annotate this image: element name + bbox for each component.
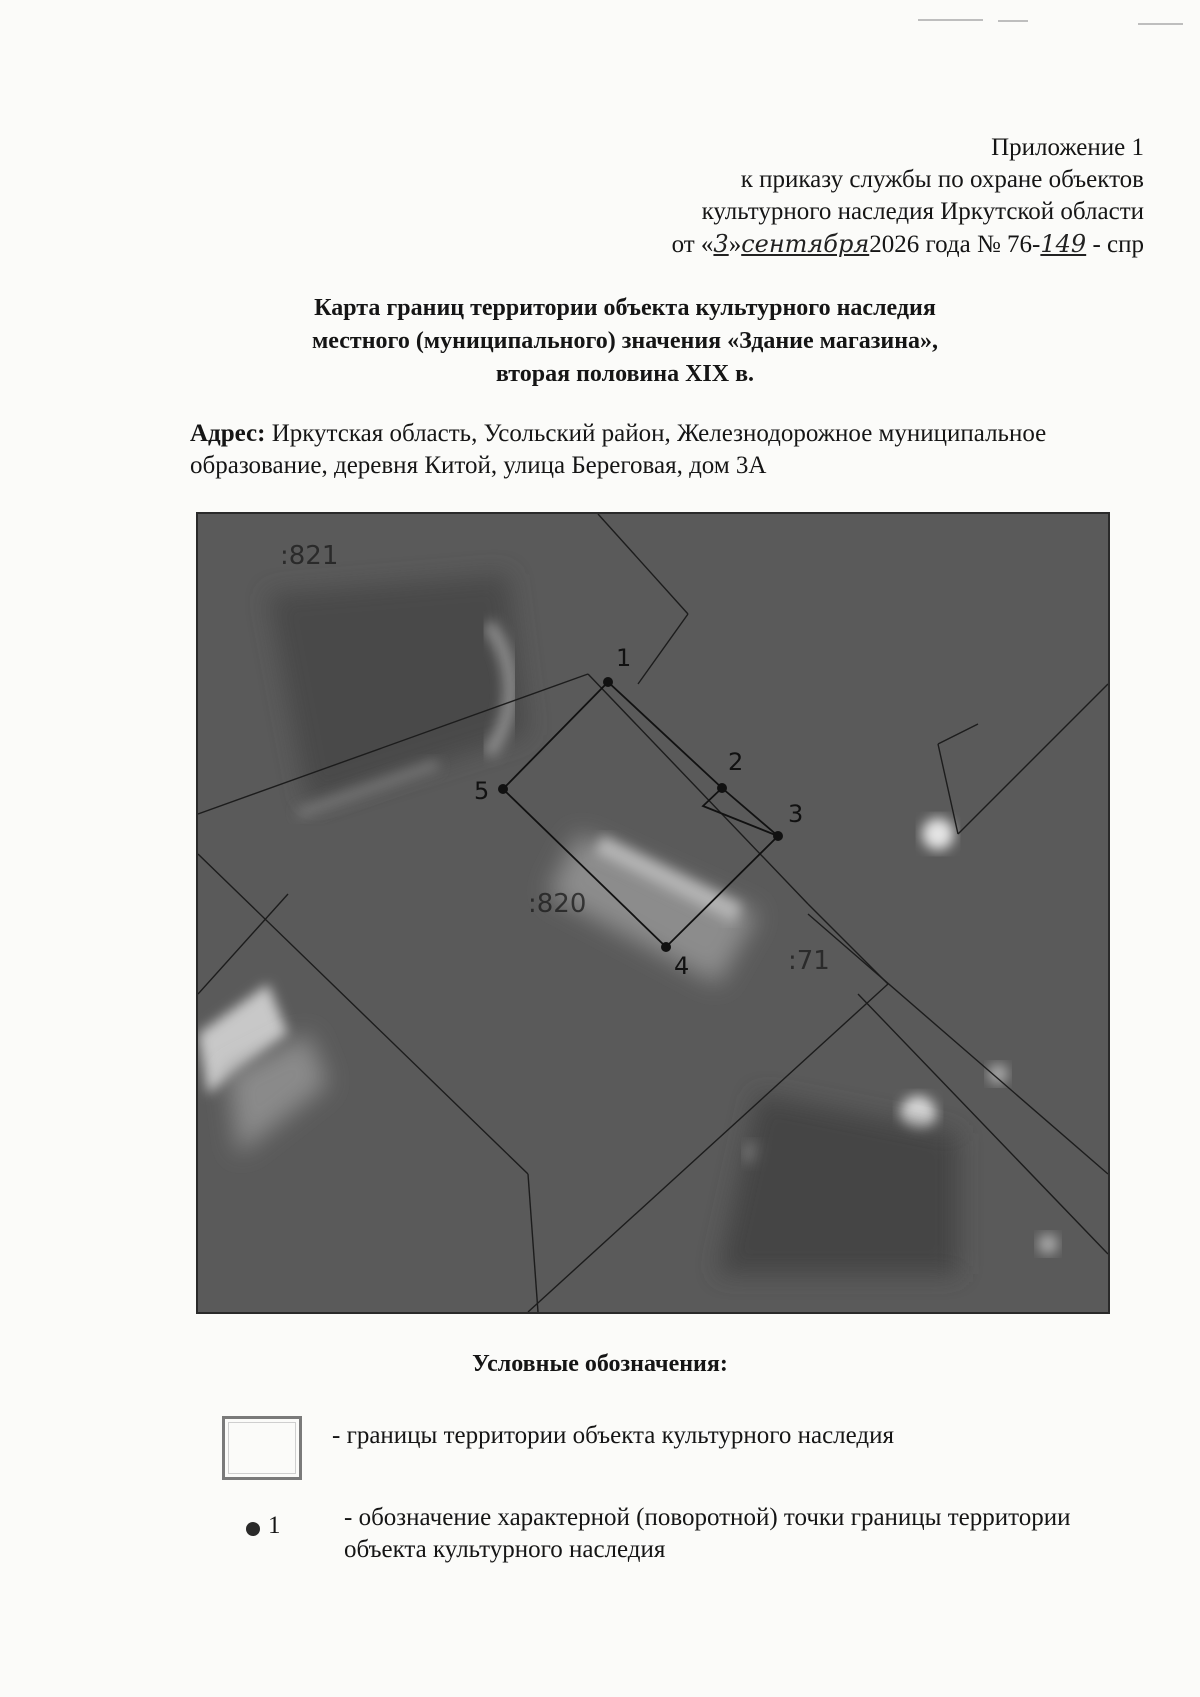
boundary-point-1 <box>603 677 613 687</box>
order-date-line <box>504 228 1144 261</box>
order-number: 149 <box>1040 230 1087 258</box>
legend-title: Условные обозначения: <box>472 1351 728 1377</box>
title-line-1: Карта границ территории объекта культурного наследия <box>314 295 936 321</box>
legend-point-text: - обозначение характерной (поворотной) точки границы территории объекта культурного наследия <box>344 1504 1071 1563</box>
boundary-point-label-1: 1 <box>616 644 632 672</box>
appendix-header <box>504 132 1144 261</box>
boundary-point-4 <box>661 942 671 952</box>
parcel-label-820: :820 <box>528 889 587 919</box>
boundary-point-5 <box>498 784 508 794</box>
address-label: Адрес: <box>190 420 266 447</box>
boundary-point-label-4: 4 <box>674 952 690 980</box>
boundary-point-label-3: 3 <box>788 800 804 828</box>
legend-point-sample-label: 1 <box>268 1512 281 1539</box>
legend-boundary-text: - границы территории объекта культурного наследия <box>332 1422 895 1449</box>
address-text: Иркутская область, Усольский район, Железнодорожное муниципальное образование, деревня Китой, улица Береговая, дом 3А <box>190 420 1047 479</box>
title-line-2: местного (муниципального) значения «Здание магазина», <box>311 328 939 354</box>
order-mid: » <box>728 231 742 258</box>
legend-point-symbol <box>246 1522 260 1536</box>
parcel-label-71: :71 <box>788 946 830 976</box>
map-canvas <box>198 514 1108 1312</box>
parcel-label-821: :821 <box>280 541 339 571</box>
order-day: 3 <box>713 230 729 258</box>
title-line-3: вторая половина XIX в. <box>495 361 755 387</box>
boundary-point-3 <box>773 831 783 841</box>
boundary-point-2 <box>717 783 727 793</box>
order-suffix: - спр <box>1086 231 1144 258</box>
appendix-authority-line: культурного наследия Иркутской области <box>701 198 1144 225</box>
order-month: сентября <box>741 230 870 258</box>
order-year: 2026 года № 76- <box>869 231 1041 258</box>
boundary-point-label-5: 5 <box>474 777 490 805</box>
document-title <box>230 292 1020 391</box>
boundary-point-label-2: 2 <box>728 748 744 776</box>
appendix-number: Приложение 1 <box>991 134 1144 161</box>
scan-marks <box>888 14 1188 34</box>
legend-boundary-symbol <box>222 1416 302 1480</box>
boundary-map <box>196 512 1110 1314</box>
appendix-order-line: к приказу службы по охране объектов <box>740 166 1144 193</box>
address-block <box>190 418 1150 482</box>
order-prefix: от « <box>671 231 714 258</box>
